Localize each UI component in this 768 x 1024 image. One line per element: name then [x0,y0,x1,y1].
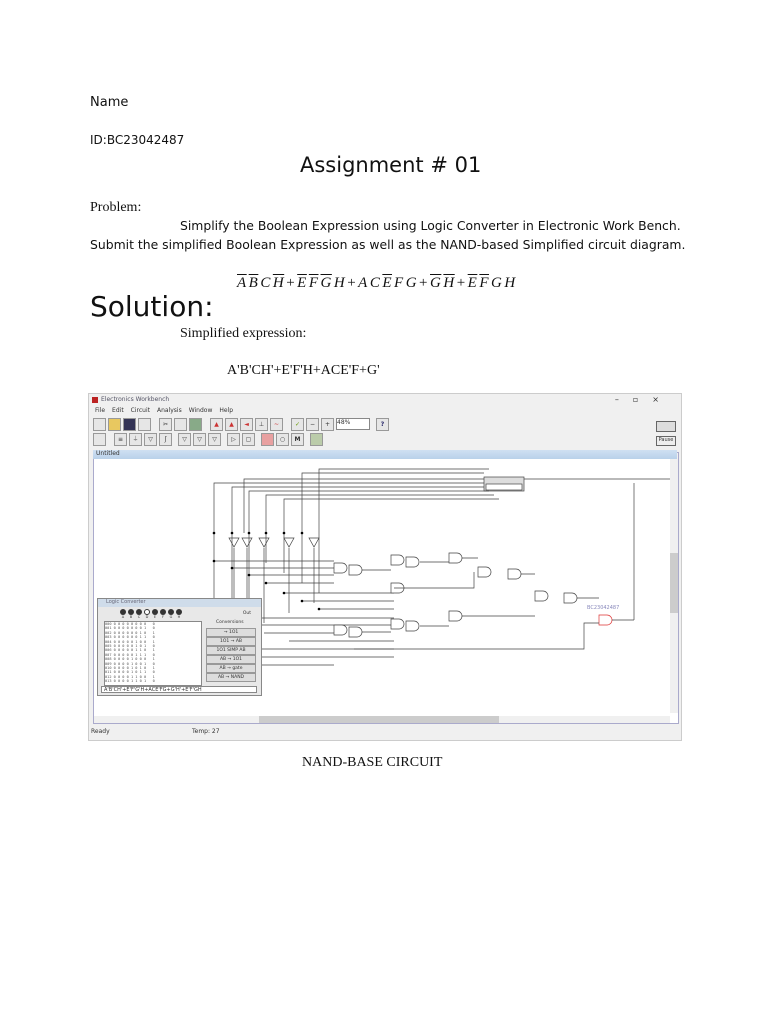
main-toolbar [93,418,389,431]
analysis-icon[interactable]: ~ [270,418,283,431]
status-temp: Temp: 27 [192,728,220,735]
logic-converter-window[interactable] [97,598,262,696]
analog-ic-icon[interactable]: ▽ [178,433,191,446]
controls-icon[interactable]: ○ [276,433,289,446]
expression-to-nand-button[interactable]: AB → NAND [206,673,256,682]
variable: H [504,275,516,291]
digital-ic-icon[interactable]: ▽ [208,433,221,446]
expression-to-truth-table-button[interactable]: AB → 1O1 [206,655,256,664]
basic-icon[interactable]: ⏚ [129,433,142,446]
menu-bar [95,407,240,414]
complemented-variable: $\overline{F}$ [308,275,319,291]
transistors-icon[interactable]: ʃ [159,433,172,446]
graph-icon[interactable]: ▲ [210,418,223,431]
diodes-icon[interactable]: ▽ [144,433,157,446]
complemented-variable: $\overline{E}$ [297,275,307,291]
complemented-variable: $\overline{B}$ [248,275,259,291]
parts-bin-icon[interactable] [93,433,106,446]
logic-gates-icon[interactable]: ▷ [227,433,240,446]
complemented-variable: $\overline{G}$ [430,275,442,291]
canvas-title: Untitled [93,450,677,459]
flip-icon[interactable]: ▲ [225,418,238,431]
complemented-variable: $\overline{G}$ [320,275,332,291]
input-label: H [177,615,181,619]
complemented-variable: $\overline{A}$ [237,275,247,291]
zoom-in-icon[interactable]: + [321,418,334,431]
misc-icon[interactable]: M [291,433,304,446]
input-label: B [129,615,133,619]
status-bar [89,727,681,738]
cut-icon[interactable]: ✂ [159,418,172,431]
paste-icon[interactable] [189,418,202,431]
parts-toolbar [93,433,323,446]
complemented-variable: $\overline{H}$ [443,275,455,291]
expression-to-circuit-button[interactable]: AB → gate [206,664,256,673]
copy-icon[interactable] [174,418,187,431]
simplified-result: A'B'CH'+E'F'H+ACE'F+G' [227,363,380,378]
problem-line-1: Simplify the Boolean Expression using Logic Converter in Electronic Work Bench. [180,218,681,233]
circuit-canvas[interactable] [93,452,679,724]
expression-field[interactable]: A'B'CH'+E'F'G'H+ACE'FG+G'H'+E'F'GH [101,686,257,693]
boolean-expression [236,275,517,292]
plus-operator: + [419,275,429,291]
input-label: F [161,615,164,619]
instruments-icon[interactable] [310,433,323,446]
app-logo-icon [92,397,98,403]
plus-operator: + [286,275,296,291]
variable: H [333,275,346,291]
conversions-label: Conversions [216,620,244,625]
vertical-scrollbar[interactable] [670,453,678,713]
variable: C [369,275,381,291]
input-label: D [145,615,149,619]
simplify-button[interactable]: 1O1 SIMP AB [206,646,256,655]
variable: G [405,275,418,291]
complemented-variable: $\overline{F}$ [479,275,490,291]
menu-window[interactable]: Window [188,407,213,414]
window-controls: –▫× [614,395,673,404]
subcircuit-icon[interactable]: ⊥ [255,418,268,431]
circuit-to-truth-table-button[interactable]: → 1O1 [206,628,256,637]
menu-help[interactable]: Help [219,407,234,414]
indicators-icon[interactable] [261,433,274,446]
menu-analysis[interactable]: Analysis [156,407,182,414]
input-label: C [137,615,141,619]
status-ready: Ready [91,728,110,735]
variable: G [491,275,503,291]
ewb-screenshot [88,393,682,741]
figure-caption: NAND-BASE CIRCUIT [302,755,443,770]
component-icon[interactable]: ✓ [291,418,304,431]
variable: C [260,275,271,291]
student-id: ID:BC23042487 [90,133,185,147]
menu-file[interactable]: File [95,407,106,414]
mixed-ic-icon[interactable]: ▽ [193,433,206,446]
sources-icon[interactable]: ≡ [114,433,127,446]
input-label: G [169,615,173,619]
open-icon[interactable] [108,418,121,431]
name-label: Name [90,95,129,110]
menu-edit[interactable]: Edit [112,407,124,414]
page-title: Assignment # 01 [300,153,482,177]
truth-table-to-expression-button[interactable]: 1O1 → AB [206,637,256,646]
save-icon[interactable] [123,418,136,431]
rotate-icon[interactable]: ◄ [240,418,253,431]
print-icon[interactable] [138,418,151,431]
digital-icon[interactable]: ▢ [242,433,255,446]
out-label: Out [242,611,251,616]
variable: A [358,275,368,291]
simplified-label: Simplified expression: [180,326,307,341]
complemented-variable: $\overline{E}$ [382,275,393,291]
new-icon[interactable] [93,418,106,431]
output-probe-label: BC23042487 [587,605,620,611]
help-button[interactable]: ? [376,418,389,431]
complemented-variable: $\overline{E}$ [467,275,478,291]
logic-converter-inputs [120,609,182,619]
plus-operator: + [347,275,357,291]
complemented-variable: $\overline{H}$ [272,275,285,291]
menu-circuit[interactable]: Circuit [130,407,150,414]
zoom-out-icon[interactable]: − [306,418,319,431]
problem-label: Problem: [90,200,142,215]
problem-line-2: Submit the simplified Boolean Expression as well as the NAND-based Simplified circuit diagram. [90,237,686,252]
plus-operator: + [456,275,466,291]
zoom-select[interactable]: 48% [336,418,370,430]
input-label: A [121,615,125,619]
truth-table[interactable]: 000 0 0 0 0 0 0 0 0 0 001 0 0 0 0 0 0 0 1 0 002 0 0 0 0 0 0 1 0 1 003 0 0 0 0 0 0 1 1 0 004 0 0 0 0 0 1 0 0 1 005 0 0 0 0 0 1 0 1 0 006 0 0 0 0 0 1 1 0 1 007 0 0 0 0 0 1 1 1 0 008 0 0 0 0 1 0 0 0 1 009 0 0 0 0 1 0 0 1 0 010 0 0 0 0 1 0 1 0 1 011 0 0 0 0 1 0 1 1 0 012 0 0 0 0 1 1 0 0 1 013 0 0 0 0 1 1 0 1 0 [104,621,202,686]
input-label: E [153,615,157,619]
solution-heading: Solution: [90,290,214,323]
logic-converter-title: Logic Converter [98,599,261,607]
window-title: Electronics Workbench [101,396,170,403]
power-switch[interactable] [656,421,676,432]
variable: F [394,275,404,291]
horizontal-scrollbar[interactable] [94,716,670,723]
pause-button[interactable]: Pause [656,436,676,446]
